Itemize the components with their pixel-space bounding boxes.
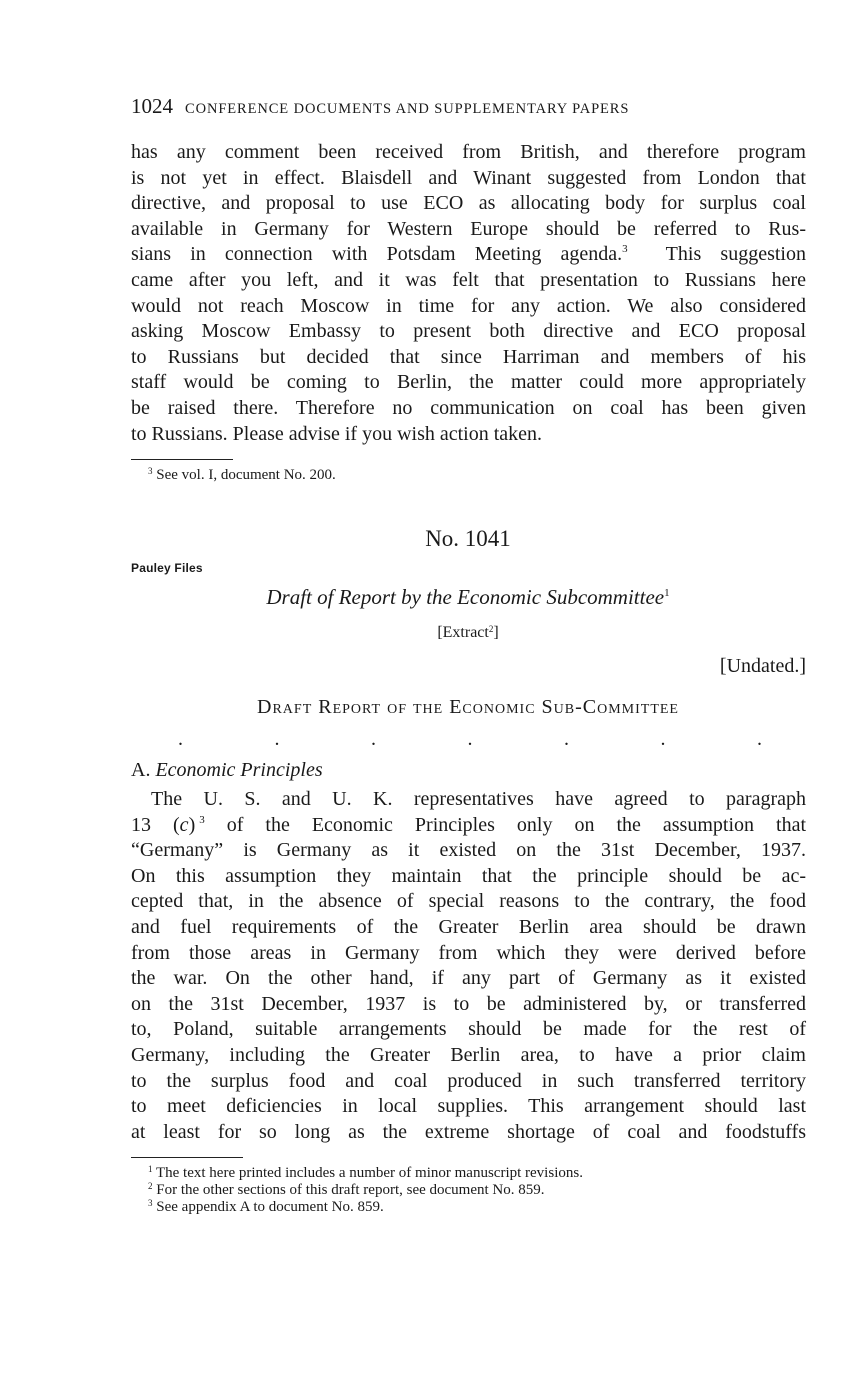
footnote-text: See vol. I, document No. 200. [152, 467, 336, 483]
text-line: would not reach Moscow in time for any action. We also considered [131, 294, 806, 317]
text-line: On this assumption they maintain that the principle should be ac- [131, 864, 806, 887]
text-fragment: c [179, 813, 189, 836]
main-paragraph [131, 787, 806, 1145]
text-line: to Russians. Please advise if you wish action taken. [131, 422, 543, 445]
text-line: to, Poland, suitable arrangements should be made for the rest of [131, 1018, 806, 1041]
document-title [0, 585, 860, 610]
text-line: on the 31st December, 1937 is to be administered by, or transferred [131, 992, 806, 1015]
text-line: has any comment been received from British, and therefore program [131, 141, 806, 163]
ellipsis-dot: . [757, 728, 762, 750]
footnote-text: For the other sections of this draft report, see document No. 859. [152, 1182, 545, 1198]
footnote-marker: 2 [148, 1181, 153, 1191]
text-line: Germany, including the Greater Berlin area, to have a prior claim [131, 1043, 806, 1066]
running-head: CONFERENCE DOCUMENTS AND SUPPLEMENTARY PAPERS [185, 101, 630, 117]
footnote-marker: 3 [148, 466, 153, 476]
text-line: to meet deficiencies in local supplies. This arrangement should last [131, 1095, 806, 1118]
footnote [148, 1165, 583, 1182]
extract-label [0, 624, 860, 642]
text-fragment: ) [188, 813, 196, 836]
footnote-reference: 1 [664, 587, 670, 599]
page-number: 1024 [131, 94, 173, 118]
text-fragment: sians in connection with Potsdam Meeting agenda. [131, 243, 623, 266]
text-line: to Russians but decided that since Harriman and members of his [131, 345, 806, 368]
section-heading: Draft Report of the Economic Sub-Committee [257, 696, 679, 718]
ellipsis-row [178, 728, 762, 751]
footnote-marker: 1 [148, 1164, 153, 1174]
text-line [131, 813, 806, 839]
extract-close: ] [493, 624, 499, 641]
subheading-prefix: A. [131, 759, 156, 781]
footnote-marker: 3 [148, 1198, 153, 1208]
text-fragment: 13 ( [131, 813, 180, 836]
text-line [131, 242, 806, 268]
text-line: available in Germany for Western Europe should be referred to Rus- [131, 217, 806, 240]
footnote-reference: 3 [622, 243, 628, 256]
extract-text: [Extract [437, 624, 489, 641]
text-line: to the surplus food and coal produced in such transferred territory [131, 1069, 806, 1092]
text-fragment: This suggestion [627, 243, 806, 266]
text-line: is not yet in effect. Blaisdell and Winant suggested from London that [131, 166, 806, 189]
subheading [131, 759, 323, 782]
text-line: came after you left, and it was felt that presentation to Russians here [131, 268, 806, 291]
date-note: [Undated.] [719, 655, 806, 677]
text-fragment: of the Economic Principles only on the assumption that [204, 813, 806, 836]
text-line: staff would be coming to Berlin, the matter could more appropriately [131, 371, 806, 394]
text-line: from those areas in Germany from which they were derived before [131, 941, 806, 964]
ellipsis-dot: . [274, 728, 280, 750]
text-line: be raised there. Therefore no communication on coal has been given [131, 396, 806, 419]
ellipsis-dot: . [564, 728, 569, 750]
footnote-rule [131, 1157, 243, 1158]
subheading-title: Economic Principles [155, 759, 323, 781]
ellipsis-dot: . [371, 728, 376, 750]
running-header [131, 94, 806, 119]
continuation-paragraph [131, 140, 806, 447]
ellipsis-dot: . [467, 728, 473, 750]
document-number: No. 1041 [425, 526, 511, 551]
footnote-rule [131, 459, 233, 460]
text-line: at least for so long as the extreme shortage of coal and foodstuffs [131, 1120, 806, 1143]
footnote [148, 1199, 384, 1216]
footnote [148, 467, 336, 484]
footnote-text: See appendix A to document No. 859. [152, 1199, 384, 1215]
text-line: The U. S. and U. K. representatives have agreed to paragraph [151, 788, 806, 810]
text-line: “Germany” is Germany as it existed on the 31st December, 1937. [131, 839, 806, 862]
text-line: and fuel requirements of the Greater Berlin area should be drawn [131, 915, 806, 938]
ellipsis-dot: . [660, 728, 666, 750]
document-title-text: Draft of Report by the Economic Subcommittee [266, 585, 665, 609]
footnote-reference: 2 [488, 624, 494, 634]
footnote-reference: 3 [199, 813, 205, 826]
text-line: directive, and proposal to use ECO as allocating body for surplus coal [131, 192, 806, 215]
text-line: cepted that, in the absence of special reasons to the contrary, the food [131, 890, 806, 913]
footnote [148, 1182, 545, 1199]
footnote-text: The text here printed includes a number of minor manuscript revisions. [152, 1165, 583, 1181]
text-line: asking Moscow Embassy to present both directive and ECO proposal [131, 320, 806, 343]
ellipsis-dot: . [178, 728, 183, 750]
text-line: the war. On the other hand, if any part of Germany as it existed [131, 967, 806, 990]
source-label: Pauley Files [131, 561, 203, 575]
